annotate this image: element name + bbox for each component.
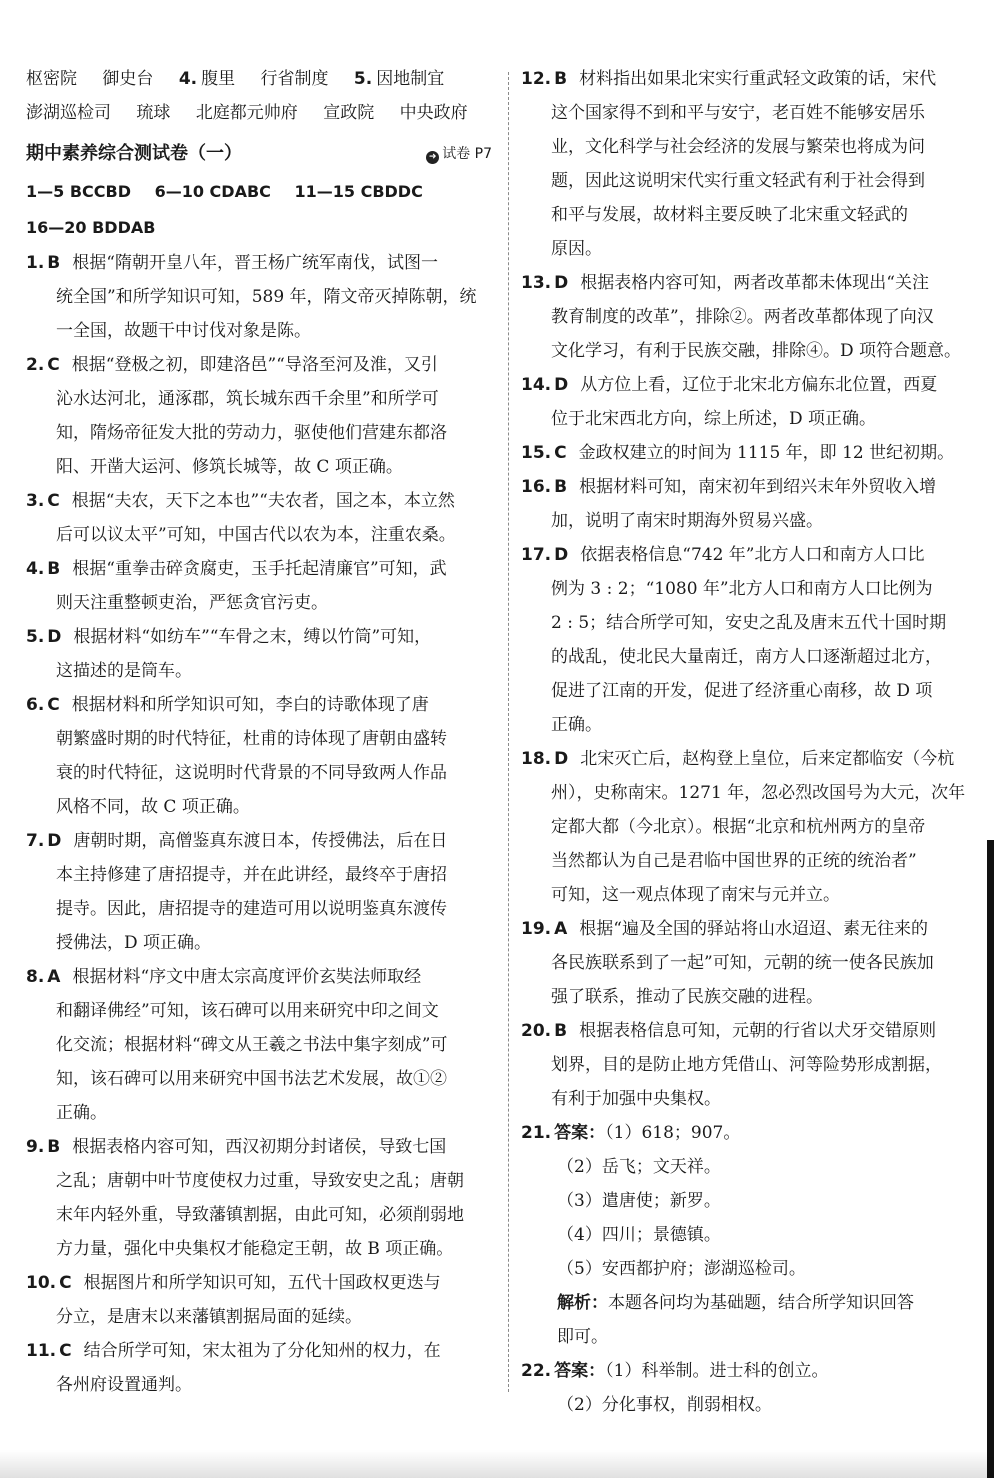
answer-letter: D — [47, 831, 62, 851]
answer-item-line: （3）遣唐使；新罗。 — [557, 1191, 721, 1211]
intro-term: 腹里 — [201, 69, 236, 89]
explanation-text: 阳、开凿大运河、修筑长城等，故 C 项正确。 — [56, 457, 403, 477]
answer-letter: C — [47, 695, 60, 715]
explanation-text: 和翻译佛经”可知，该石碑可以用来研究中印之间文 — [56, 1001, 439, 1021]
question-item — [521, 436, 983, 470]
question-item — [26, 246, 492, 348]
question-line — [521, 436, 983, 470]
explanation-text: 题，因此这说明宋代实行重文轻武有利于社会得到 — [551, 171, 925, 191]
explanation-text: 沁水达河北，通涿郡，筑长城东西千余里”和所学可 — [56, 389, 439, 409]
question-item — [521, 368, 983, 436]
answer-letter: B — [47, 559, 61, 579]
explanation-text: 根据“遍及全国的驿站将山水迢迢、素无往来的 — [579, 919, 928, 939]
page-bottom-shadow — [0, 1450, 994, 1478]
explanation-text: 化交流；根据材料“碑文从王羲之书法中集字刻成”可 — [56, 1035, 448, 1055]
explanation-text: 后可以议太平”可知，中国古代以农为本，注重农桑。 — [56, 525, 456, 545]
question-line — [521, 1014, 983, 1048]
answer-letter: D — [554, 273, 569, 293]
explanation-text: 根据“登极之初，即建洛邑”“导洛至河及淮，又引 — [71, 355, 438, 375]
answer-letter: A — [554, 919, 568, 939]
question-22-answer-line — [521, 1354, 983, 1388]
analysis-line: 即可。 — [557, 1327, 608, 1347]
question-line — [26, 1028, 492, 1062]
answer-letter: B — [554, 477, 568, 497]
answer-letter: D — [554, 749, 569, 769]
question-item — [26, 552, 492, 620]
answer-key: 16—20 BDDAB — [26, 218, 156, 237]
intro-term: 行省制度 — [260, 69, 329, 89]
question-line — [26, 1266, 492, 1300]
answer-label: 答案： — [554, 1361, 606, 1381]
question-number: 3. — [26, 491, 45, 511]
question-line — [521, 844, 983, 878]
question-line — [521, 266, 983, 300]
answer-item-line: （2）分化事权，削弱相权。 — [557, 1395, 772, 1415]
question-line — [521, 742, 983, 776]
intro-term: 琉球 — [136, 103, 171, 123]
answer-letter: D — [47, 627, 62, 647]
question-line — [521, 232, 983, 266]
explanation-text: 各州府设置通判。 — [56, 1375, 192, 1395]
question-item — [26, 960, 492, 1130]
question-item — [521, 266, 983, 368]
question-line — [521, 402, 983, 436]
explanation-text: 可知，这一观点体现了南宋与元并立。 — [551, 885, 840, 905]
intro-term: 枢密院 — [26, 69, 77, 89]
question-line — [26, 1096, 492, 1130]
question-number: 16. — [521, 477, 552, 497]
explanation-text: 根据表格内容可知，西汉初期分封诸侯，导致七国 — [72, 1137, 447, 1157]
question-line — [521, 130, 983, 164]
answer-item: （1）科举制。进士科的创立。 — [605, 1361, 829, 1381]
question-line — [521, 606, 983, 640]
arrow-right-icon: ➜ — [426, 151, 439, 164]
column-divider — [508, 72, 509, 1392]
answer-letter: C — [59, 1273, 72, 1293]
question-line — [26, 518, 492, 552]
question-line — [26, 824, 492, 858]
explanation-text: 一全国，故题干中讨伐对象是陈。 — [56, 321, 311, 341]
explanation-text: 知，隋炀帝征发大批的劳动力，驱使他们营建东都洛 — [56, 423, 447, 443]
question-line — [521, 912, 983, 946]
intro-number: 4. — [178, 69, 198, 89]
explanation-text: 朝繁盛时期的时代特征，杜甫的诗体现了唐朝由盛转 — [56, 729, 447, 749]
question-line — [521, 300, 983, 334]
explanation-text: 材料指出如果北宋实行重武轻文政策的话，宋代 — [579, 69, 937, 89]
explanation-text: 金政权建立的时间为 1115 年，即 12 世纪初期。 — [578, 443, 955, 463]
question-line — [521, 164, 983, 198]
question-number: 17. — [521, 545, 552, 565]
explanation-text: 州），史称南宋。1271 年，忽必烈改国号为大元，次年 — [551, 783, 966, 803]
question-line — [521, 708, 983, 742]
question-line — [26, 688, 492, 722]
explanation-text: 根据图片和所学知识可知，五代十国政权更迭与 — [83, 1273, 441, 1293]
answer-letter: B — [554, 69, 568, 89]
explanation-text: 提寺。因此，唐招提寺的建造可用以说明鉴真东渡传 — [56, 899, 447, 919]
question-line — [26, 960, 492, 994]
intro-line-1 — [26, 62, 492, 96]
question-line — [26, 1164, 492, 1198]
answer-key-row-2 — [26, 210, 492, 246]
explanation-text: 根据材料和所学知识可知，李白的诗歌体现了唐 — [71, 695, 429, 715]
right-column — [521, 62, 983, 1422]
explanation-text: 分立，是唐末以来藩镇割据局面的延续。 — [56, 1307, 362, 1327]
answer-letter: B — [554, 1021, 568, 1041]
question-number: 5. — [26, 627, 45, 647]
explanation-text: 之乱；唐朝中叶节度使权力过重，导致安史之乱；唐朝 — [56, 1171, 464, 1191]
question-line — [26, 1130, 492, 1164]
question-line — [26, 348, 492, 382]
intro-term: 澎湖巡检司 — [26, 103, 111, 123]
question-line — [521, 946, 983, 980]
question-line — [521, 776, 983, 810]
question-item — [521, 62, 983, 266]
answer-letter: C — [59, 1341, 72, 1361]
explanation-text: 根据材料“序文中唐太宗高度评价玄奘法师取经 — [72, 967, 422, 987]
question-line — [521, 1082, 983, 1116]
question-item — [26, 1334, 492, 1402]
question-item — [521, 538, 983, 742]
explanation-text: 根据材料“如纺车”“车骨之末，缚以竹筒”可知， — [73, 627, 432, 647]
question-line — [26, 1198, 492, 1232]
question-number: 11. — [26, 1341, 57, 1361]
question-number: 12. — [521, 69, 552, 89]
question-line — [26, 484, 492, 518]
answer-key-row-1 — [26, 174, 492, 210]
question-number: 4. — [26, 559, 45, 579]
section-title — [26, 134, 492, 174]
answer-letter: C — [554, 443, 567, 463]
answer-item-line: （2）岳飞；文天祥。 — [557, 1157, 721, 1177]
explanation-text: 依据表格信息“742 年”北方人口和南方人口比 — [580, 545, 925, 565]
explanation-text: 教育制度的改革”，排除②。两者改革都体现了向汉 — [551, 307, 934, 327]
question-line — [26, 722, 492, 756]
question-item — [26, 620, 492, 688]
answer-letter: C — [47, 491, 60, 511]
question-line — [26, 926, 492, 960]
question-number: 20. — [521, 1021, 552, 1041]
explanation-text: 风格不同，故 C 项正确。 — [56, 797, 250, 817]
explanation-text: 和平与发展，故材料主要反映了北宋重文轻武的 — [551, 205, 908, 225]
question-line — [521, 334, 983, 368]
question-number: 21. — [521, 1123, 552, 1143]
question-line — [26, 314, 492, 348]
question-number: 22. — [521, 1361, 552, 1381]
answer-key: 6—10 CDABC — [154, 182, 271, 201]
question-line — [26, 1232, 492, 1266]
explanation-text: 授佛法，D 项正确。 — [56, 933, 212, 953]
page-edge-shadow — [987, 840, 994, 1478]
question-number: 10. — [26, 1273, 57, 1293]
answer-key: 1—5 BCCBD — [26, 182, 131, 201]
explanation-text: 位于北宋西北方向，综上所述，D 项正确。 — [551, 409, 877, 429]
right-question-list — [521, 62, 983, 1116]
question-line — [26, 416, 492, 450]
question-number: 2. — [26, 355, 45, 375]
question-21-answer-line — [521, 1116, 983, 1150]
explanation-text: 根据表格信息可知，元朝的行省以犬牙交错原则 — [579, 1021, 937, 1041]
intro-term: 因地制宜 — [376, 69, 445, 89]
question-number: 14. — [521, 375, 552, 395]
question-21 — [521, 1116, 983, 1354]
explanation-text: 根据材料可知，南宋初年到绍兴末年外贸收入增 — [579, 477, 937, 497]
answer-letter: D — [554, 375, 569, 395]
intro-term: 中央政府 — [399, 103, 468, 123]
question-item — [26, 688, 492, 824]
question-item — [26, 824, 492, 960]
explanation-text: 这个国家得不到和平与安宁，老百姓不能够安居乐 — [551, 103, 925, 123]
left-question-list — [26, 246, 492, 1402]
paper-reference-text: 试卷 P7 — [442, 146, 492, 162]
question-line — [521, 470, 983, 504]
answer-label: 答案： — [554, 1123, 606, 1143]
intro-term: 宣政院 — [323, 103, 375, 123]
explanation-text: 强了联系，推动了民族交融的进程。 — [551, 987, 823, 1007]
question-number: 7. — [26, 831, 45, 851]
question-line — [521, 980, 983, 1014]
question-line — [26, 790, 492, 824]
question-line — [26, 552, 492, 586]
explanation-text: 则天注重整顿吏治，严惩贪官污吏。 — [56, 593, 328, 613]
explanation-text: 从方位上看，辽位于北宋北方偏东北位置，西夏 — [580, 375, 938, 395]
explanation-text: 原因。 — [551, 239, 602, 259]
answer-letter: B — [47, 1137, 61, 1157]
question-line — [521, 368, 983, 402]
explanation-text: 方力量，强化中央集权才能稳定王朝，故 B 项正确。 — [56, 1239, 454, 1259]
question-number: 13. — [521, 273, 552, 293]
question-line — [521, 810, 983, 844]
question-line — [521, 1048, 983, 1082]
explanation-text: 正确。 — [551, 715, 602, 735]
question-line — [26, 382, 492, 416]
explanation-text: 的战乱，使北民大量南迁，南方人口逐渐超过北方， — [551, 647, 942, 667]
paper-reference — [426, 134, 492, 174]
question-number: 8. — [26, 967, 45, 987]
explanation-text: 根据“夫农，天下之本也”“夫农者，国之本，本立然 — [71, 491, 455, 511]
question-line — [26, 1062, 492, 1096]
explanation-text: 定都大都（今北京）。根据“北京和杭州两方的皇帝 — [551, 817, 926, 837]
explanation-text: 末年内轻外重，导致藩镇割据，由此可知，必须削弱地 — [56, 1205, 464, 1225]
question-line — [26, 1368, 492, 1402]
intro-line-2 — [26, 96, 492, 130]
question-line — [521, 674, 983, 708]
question-line — [26, 246, 492, 280]
explanation-text: 加，说明了南宋时期海外贸易兴盛。 — [551, 511, 823, 531]
question-number: 6. — [26, 695, 45, 715]
question-item — [521, 470, 983, 538]
question-line — [26, 450, 492, 484]
question-item — [521, 1014, 983, 1116]
answer-key: 11—15 CBDDC — [294, 182, 423, 201]
explanation-text: 文化学习，有利于民族交融，排除④。D 项符合题意。 — [551, 341, 962, 361]
explanation-text: 这描述的是筒车。 — [56, 661, 192, 681]
question-line — [26, 858, 492, 892]
explanation-text: 北宋灭亡后，赵构登上皇位，后来定都临安（今杭 — [580, 749, 955, 769]
question-line — [26, 1300, 492, 1334]
analysis-line — [521, 1286, 983, 1320]
question-line — [26, 620, 492, 654]
answer-letter: C — [47, 355, 60, 375]
analysis-text: 本题各问均为基础题，结合所学知识回答 — [608, 1293, 914, 1313]
question-number: 9. — [26, 1137, 45, 1157]
question-line — [521, 198, 983, 232]
question-item — [26, 484, 492, 552]
explanation-text: 根据“隋朝开皇八年，晋王杨广统军南伐，试图一 — [72, 253, 438, 273]
explanation-text: 统全国”和所学知识可知，589 年，隋文帝灭掉陈朝，统 — [56, 287, 477, 307]
explanation-text: 知，该石碑可以用来研究中国书法艺术发展，故①② — [56, 1069, 447, 1089]
explanation-text: 有利于加强中央集权。 — [551, 1089, 721, 1109]
question-item — [26, 348, 492, 484]
explanation-text: 衰的时代特征，这说明时代背景的不同导致两人作品 — [56, 763, 447, 783]
question-line — [521, 504, 983, 538]
explanation-text: 促进了江南的开发，促进了经济重心南移，故 D 项 — [551, 681, 933, 701]
question-22 — [521, 1354, 983, 1422]
answer-letter: A — [47, 967, 61, 987]
answer-letter: D — [554, 545, 569, 565]
answer-item: （1）618；907。 — [605, 1123, 741, 1143]
explanation-text: 唐朝时期，高僧鉴真东渡日本，传授佛法，后在日 — [73, 831, 448, 851]
question-line — [521, 572, 983, 606]
intro-term: 御史台 — [102, 69, 154, 89]
question-line — [521, 62, 983, 96]
explanation-text: 根据表格内容可知，两者改革都未体现出“关注 — [580, 273, 929, 293]
answer-letter: B — [47, 253, 61, 273]
explanation-text: 当然都认为自己是君临中国世界的正统的统治者” — [551, 851, 917, 871]
analysis-label: 解析： — [557, 1293, 608, 1313]
question-number: 19. — [521, 919, 552, 939]
left-column — [26, 62, 492, 1402]
explanation-text: 根据“重拳击碎贪腐吏，玉手托起清廉官”可知，武 — [72, 559, 447, 579]
explanation-text: 结合所学可知，宋太祖为了分化知州的权力，在 — [83, 1341, 441, 1361]
intro-number: 5. — [353, 69, 373, 89]
explanation-text: 本主持修建了唐招提寺，并在此讲经，最终卒于唐招 — [56, 865, 447, 885]
intro-term: 北庭都元帅府 — [195, 103, 298, 123]
question-item — [26, 1266, 492, 1334]
question-line — [26, 586, 492, 620]
question-line — [26, 280, 492, 314]
explanation-text: 划界，目的是防止地方凭借山、河等险势形成割据， — [551, 1055, 942, 1075]
question-line — [521, 878, 983, 912]
question-line — [26, 756, 492, 790]
question-line — [26, 1334, 492, 1368]
explanation-text: 正确。 — [56, 1103, 107, 1123]
question-item — [521, 742, 983, 912]
question-item — [26, 1130, 492, 1266]
explanation-text: 例为 3 : 2；“1080 年”北方人口和南方人口比例为 — [551, 579, 933, 599]
answer-item-line: （4）四川；景德镇。 — [557, 1225, 721, 1245]
question-line — [26, 892, 492, 926]
question-line — [521, 640, 983, 674]
section-title-text: 期中素养综合测试卷（一） — [26, 143, 242, 164]
explanation-text: 各民族联系到了一起”可知，元朝的统一使各民族加 — [551, 953, 934, 973]
explanation-text: 业，文化科学与社会经济的发展与繁荣也将成为问 — [551, 137, 925, 157]
question-line — [26, 654, 492, 688]
question-line — [521, 96, 983, 130]
question-line — [521, 538, 983, 572]
question-number: 1. — [26, 253, 45, 273]
question-number: 18. — [521, 749, 552, 769]
explanation-text: 2 : 5；结合所学可知，安史之乱及唐末五代十国时期 — [551, 613, 947, 633]
question-line — [26, 994, 492, 1028]
answer-item-line: （5）安西都护府；澎湖巡检司。 — [557, 1259, 806, 1279]
question-number: 15. — [521, 443, 552, 463]
question-item — [521, 912, 983, 1014]
